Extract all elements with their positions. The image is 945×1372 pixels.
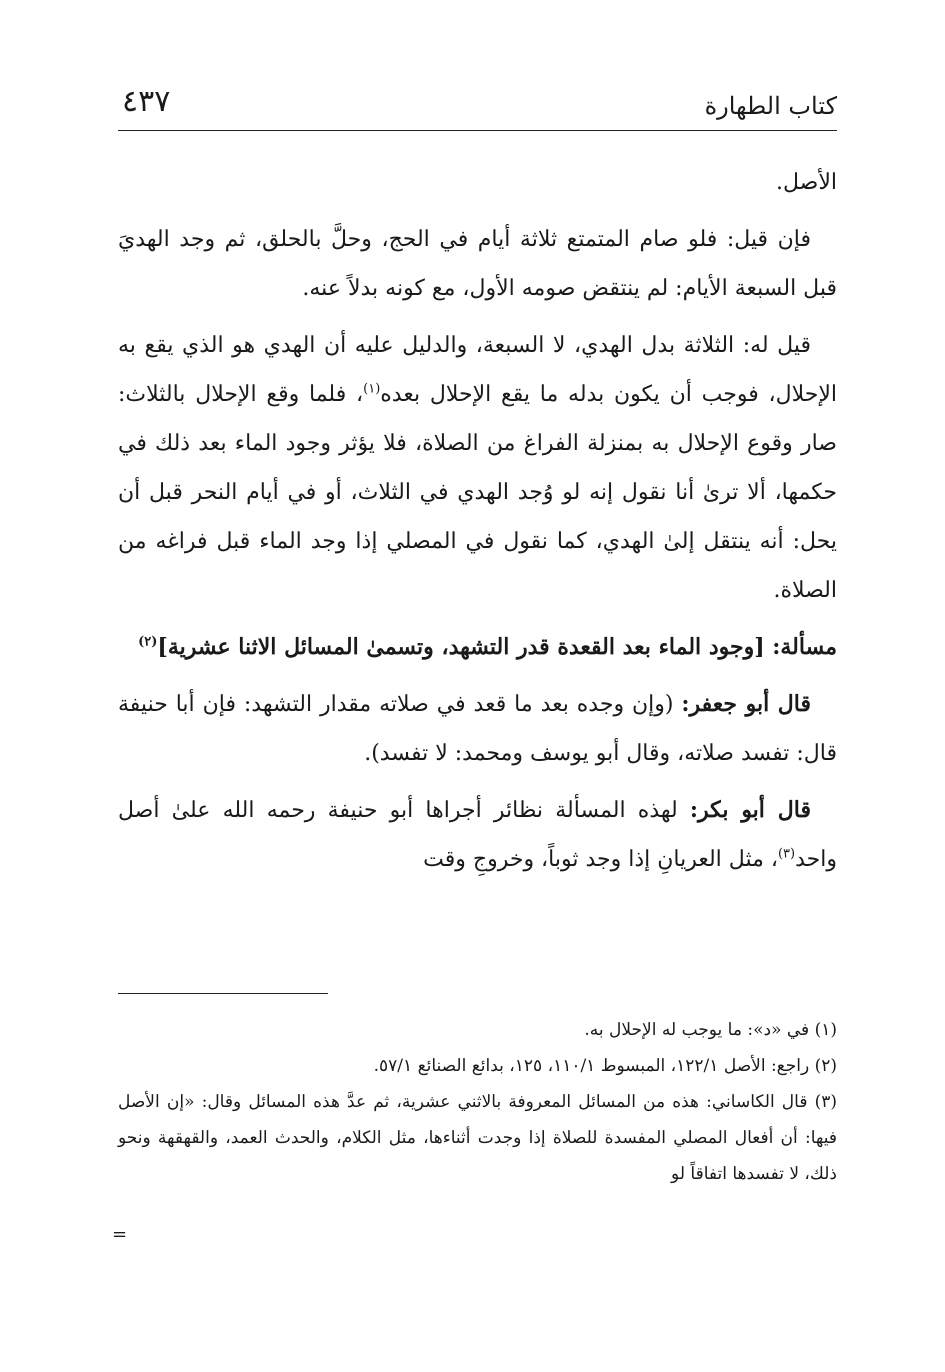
paragraph-objection: فإن قيل: فلو صام المتمتع ثلاثة أيام في الحج، وحلَّ بالحلق، ثم وجد الهديَ قبل السبعة الأيام: لم ينتقض صومه الأول، مع كونه بدلاً عنه. [118, 227, 837, 301]
footnote-ref-1[interactable]: (١) [363, 381, 381, 397]
paragraph-reply [118, 321, 837, 615]
running-header [118, 78, 837, 131]
footnotes [118, 1012, 837, 1192]
footnote-ref-2[interactable]: (٢) [138, 634, 158, 650]
abu-jafar-text: (وإن وجده بعد ما قعد في صلاته مقدار التشهد: فإن أبا حنيفة قال: تفسد صلاته، وقال أبو يوسف ومحمد: لا تفسد). [118, 692, 837, 766]
paragraph-abu-jafar [118, 680, 837, 778]
abu-bakr-text-end: ، مثل العريانِ إذا وجد ثوباً، وخروجِ وقت [423, 847, 778, 872]
book-title: كتاب الطهارة [704, 92, 837, 120]
issue-heading [118, 623, 837, 672]
abu-jafar-label: قال أبو جعفر: [681, 691, 811, 717]
footnote-2: (٢) راجع: الأصل ١٢٢/١، المبسوط ١١٠/١، ١٢٥، بدائع الصنائع ٥٧/١. [373, 1056, 837, 1076]
footnote-separator [118, 993, 328, 994]
page-number: ٤٣٧ [122, 84, 171, 119]
reply-text-start: قيل له: الثلاثة بدل الهدي، لا السبعة، والدليل عليه أن الهدي هو الذي يقع به الإحلال، فوجب أن يكون بدله ما يقع الإحلال بعده [118, 333, 837, 407]
abu-bakr-text-start: لهذه المسألة نظائر أجراها أبو حنيفة رحمه الله علىٰ أصل واحد [118, 798, 837, 872]
reply-text-end: ، فلما وقع الإحلال بالثلاث: صار وقوع الإحلال به بمنزلة الفراغ من الصلاة، فلا يؤثر وجود الماء بعد ذلك في حكمها، ألا ترىٰ أنا نقول إنه لو وُجد الهدي في الثلاث، أو في أيام النحر قبل أن يحل: أنه ينتقل إلىٰ الهدي، كما نقول في المصلي إذا وجد الماء قبل فراغه من الصلاة. [118, 382, 837, 603]
paragraph-abu-bakr [118, 786, 837, 884]
continuation-mark: = [112, 1224, 128, 1245]
footnote-1: (١) في «د»: ما يوجب له الإحلال به. [584, 1020, 837, 1040]
footnote-ref-3[interactable]: (٣) [777, 846, 796, 862]
issue-heading-text: مسألة: [وجود الماء بعد القعدة قدر التشهد، وتسمىٰ المسائل الاثنا عشرية] [157, 634, 837, 660]
abu-bakr-label: قال أبو بكر: [689, 797, 811, 823]
footnote-3: (٣) قال الكاساني: هذه من المسائل المعروفة بالاثني عشرية، ثم عدَّ هذه المسائل وقال: «إن الأصل فيها: أن أفعال المصلي المفسدة للصلاة إذا وجدت أثناءها، مثل الكلام، والحدث العمد، والقهقهة ونحو ذلك، لا تفسدها اتفاقاً لو [118, 1092, 837, 1184]
main-text [118, 158, 837, 892]
paragraph-continuation: الأصل. [776, 170, 837, 195]
